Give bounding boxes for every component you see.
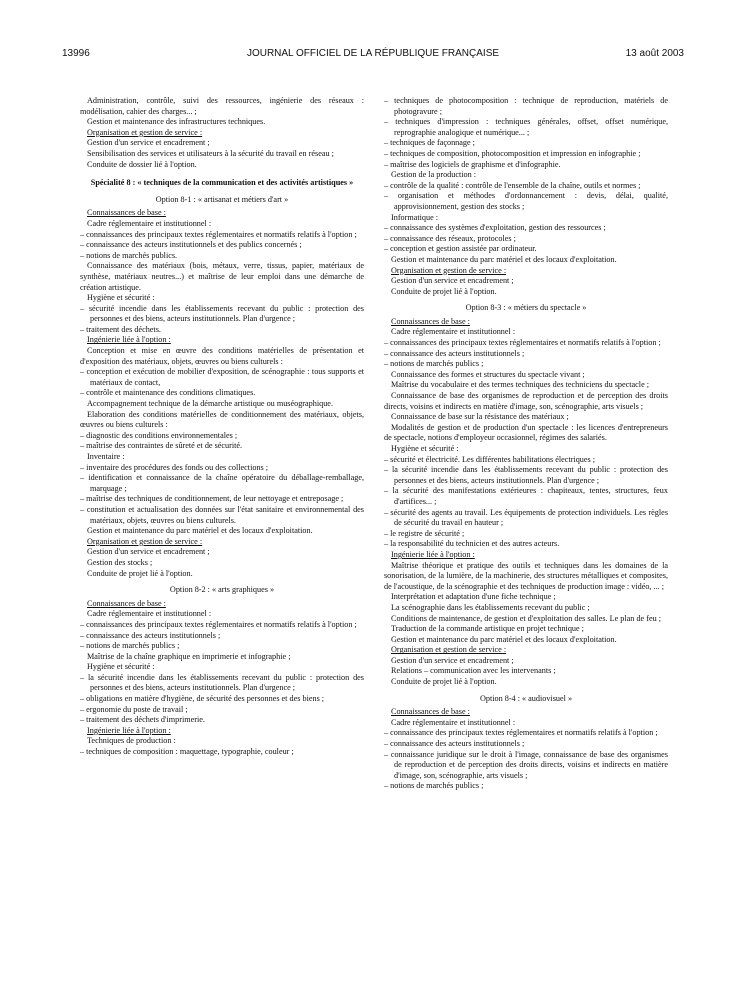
- list-item: – connaissance des réseaux, protocoles ;: [384, 233, 516, 243]
- list-item: – inventaire des procédures des fonds ou des collections ;: [80, 462, 269, 472]
- section-heading: Connaissances de base :: [87, 598, 166, 608]
- paragraph: Gestion et maintenance du parc matériel et des locaux d'exploitation.: [87, 526, 313, 536]
- list-item: – conception et gestion assistée par ordinateur.: [384, 244, 537, 254]
- list-item: – constitution et actualisation des données sur l'état sanitaire et environnemental des matériaux, objets, œuvres ou biens culturels.: [80, 504, 364, 525]
- list-item: – sécurité et électricité. Les différentes habilitations électriques ;: [384, 454, 596, 464]
- list-item: – diagnostic des conditions environnementales ;: [80, 430, 238, 440]
- page-number: 13996: [62, 48, 90, 59]
- paragraph: Cadre réglementaire et institutionnel :: [87, 609, 212, 619]
- list-item: – connaissance des systèmes d'exploitation, gestion des ressources ;: [384, 223, 606, 233]
- paragraph: Gestion et maintenance du parc matériel et des locaux d'exploitation.: [391, 634, 617, 644]
- paragraph: La scénographie dans les établissements recevant du public ;: [391, 602, 590, 612]
- list-item: – connaissances des principaux textes réglementaires et normatifs relatifs à l'option ;: [80, 229, 357, 239]
- option-heading: Option 8-4 : « audiovisuel »: [479, 693, 573, 703]
- paragraph: Hygiène et sécurité :: [87, 662, 155, 672]
- list-item: – maîtrise des logiciels de graphisme et d'infographie.: [384, 159, 561, 169]
- list-item: – techniques de composition : maquettage, typographie, couleur ;: [80, 747, 294, 757]
- section-heading: Connaissances de base :: [391, 707, 470, 717]
- paragraph: Hygiène et sécurité :: [391, 444, 459, 453]
- list-item: – identification et connaissance de la chaîne opératoire du déballage-remballage, marquage ;: [80, 473, 364, 493]
- page-header: [62, 48, 684, 62]
- section-heading: Ingénierie liée à l'option :: [87, 725, 171, 735]
- list-item: – connaissance des acteurs institutionnels ;: [80, 630, 221, 640]
- list-item: – connaissances des principaux textes réglementaires et normatifs relatifs à l'option ;: [80, 619, 357, 629]
- paragraph: Cadre réglementaire et institutionnel :: [391, 327, 516, 337]
- paragraph: Hygiène et sécurité :: [87, 293, 155, 303]
- list-item: – organisation et méthodes d'ordonnancement : devis, délai, qualité, approvisionnement, gestion des stocks ;: [384, 191, 668, 211]
- list-item: – connaissance des principaux textes réglementaires et normatifs relatifs à l'option ;: [384, 728, 658, 738]
- list-item: – la sécurité incendie dans les établissements recevant du public : protection des personnes et des biens, acteurs institutionnels. Plan d'urgence ;: [384, 465, 668, 485]
- section-heading: Organisation et gestion de service :: [391, 645, 507, 655]
- section-heading: Organisation et gestion de service :: [391, 265, 507, 275]
- paragraph: Cadre réglementaire et institutionnel :: [87, 218, 212, 228]
- list-item: – connaissance des acteurs institutionnels et des publics concernés ;: [80, 240, 302, 250]
- paragraph: Inventaire :: [87, 452, 125, 461]
- paragraph: Conduite de projet lié à l'option.: [391, 286, 497, 296]
- paragraph: Maîtrise de la chaîne graphique en imprimerie et infographie ;: [87, 651, 291, 661]
- paragraph: Sensibilisation des services et utilisateurs à la sécurité du travail en réseau ;: [87, 148, 334, 158]
- list-item: – la sécurité des manifestations extérieures : chapiteaux, tentes, structures, feux d'artifices... ;: [384, 486, 668, 506]
- list-item: – notions de marchés publics ;: [384, 781, 484, 791]
- list-item: – connaissance des acteurs institutionnels ;: [384, 739, 525, 749]
- paragraph: Connaissance de base sur la résistance des matériaux ;: [391, 412, 569, 422]
- list-item: – traitement des déchets d'imprimerie.: [80, 715, 205, 725]
- paragraph: Administration, contrôle, suivi des ressources, ingénierie des réseaux : modélisation, cahier des charges... ;: [80, 96, 364, 116]
- list-item: – techniques de photocomposition : technique de reproduction, matériels de photogravure ;: [384, 96, 668, 116]
- list-item: – connaissance juridique sur le droit à l'image, connaissance de base des organismes de reproduction et de perception des droits directs, voisins et indirects en matière d'image, son, scénographie, arts visuels ;: [384, 749, 668, 780]
- list-item: – connaissance des acteurs institutionnels ;: [384, 348, 525, 358]
- paragraph: Conduite de projet lié à l'option.: [391, 677, 497, 687]
- paragraph: Cadre réglementaire et institutionnel :: [391, 717, 516, 727]
- list-item: – ergonomie du poste de travail ;: [80, 704, 188, 714]
- paragraph: Conduite de projet lié à l'option.: [87, 568, 193, 578]
- list-item: – notions de marchés publics.: [80, 250, 178, 260]
- section-heading: Ingénierie liée à l'option :: [391, 549, 475, 559]
- paragraph: Elaboration des conditions matérielles de conditionnement des matériaux, objets, œuvres ou biens culturels :: [80, 409, 364, 430]
- list-item: – connaissances des principaux textes réglementaires et normatifs relatifs à l'option ;: [384, 338, 661, 348]
- list-item: – obligations en matière d'hygiène, de sécurité des personnes et des biens ;: [80, 694, 325, 704]
- paragraph: Modalités de gestion et de production d'un spectacle : les licences d'entrepreneurs de spectacle, notions d'employeur occasionnel, régimes des salariés.: [384, 422, 668, 443]
- list-item: – techniques d'impression : techniques générales, offset, offset numérique, reprographie analogique et numérique... ;: [384, 117, 668, 137]
- list-item: – conception et exécution de mobilier d'exposition, de scénographie : tous supports et matériaux de contact,: [80, 367, 364, 387]
- paragraph: Gestion et maintenance des infrastructures techniques.: [87, 117, 266, 127]
- list-item: – la sécurité incendie dans les établissements recevant du public : protection des personnes et des biens, acteurs institutionnels. Plan d'urgence ;: [80, 672, 364, 693]
- paragraph: Traduction de la commande artistique en projet technique ;: [391, 624, 584, 634]
- journal-title: JOURNAL OFFICIEL DE LA RÉPUBLIQUE FRANÇAISE: [246, 48, 500, 59]
- paragraph: Conditions de maintenance, de gestion et d'exploitation des salles. Le plan de feu ;: [391, 613, 661, 623]
- option-heading: Option 8-2 : « arts graphiques »: [169, 585, 275, 595]
- paragraph: Gestion d'un service et encadrement ;: [87, 138, 210, 148]
- paragraph: Gestion d'un service et encadrement ;: [391, 655, 514, 665]
- paragraph: Maîtrise du vocabulaire et des termes techniques des techniciens du spectacle ;: [391, 380, 650, 390]
- option-heading: Option 8-3 : « métiers du spectacle »: [465, 303, 587, 313]
- option-heading: Option 8-1 : « artisanat et métiers d'art »: [155, 194, 289, 204]
- list-item: – techniques de composition, photocomposition et impression en infographie ;: [384, 148, 641, 158]
- section-heading: Organisation et gestion de service :: [87, 536, 203, 546]
- paragraph: Connaissance des matériaux (bois, métaux, verre, tissus, papier, matériaux de synthèse, matériaux neutres...) et maîtrise de leur emploi dans une démarche de création artistique.: [80, 261, 364, 292]
- list-item: – sécurité incendie dans les établissements recevant du public : protection des personnes et des biens, acteurs institutionnels. Plan d'urgence ;: [80, 303, 364, 324]
- paragraph: Relations – communication avec les intervenants ;: [391, 666, 556, 676]
- list-item: – sécurité des agents au travail. Les équipements de protection individuels. Les règles de sécurité du travail en hauteur ;: [384, 507, 668, 528]
- list-item: – notions de marchés publics ;: [80, 641, 180, 651]
- paragraph: Connaissance des formes et structures du spectacle vivant ;: [391, 369, 585, 379]
- paragraph: Informatique :: [391, 212, 439, 222]
- list-item: – traitement des déchets.: [80, 324, 161, 334]
- section-heading: Ingénierie liée à l'option :: [87, 335, 171, 345]
- list-item: – le registre de sécurité ;: [384, 528, 465, 538]
- paragraph: Techniques de production :: [87, 736, 176, 746]
- paragraph: Gestion de la production :: [391, 170, 477, 180]
- specialty-heading: Spécialité 8 : « techniques de la communication et des activités artistiques »: [90, 178, 354, 188]
- list-item: – notions de marchés publics ;: [384, 359, 484, 369]
- list-item: – maîtrise des techniques de conditionnement, de leur nettoyage et entreposage ;: [80, 494, 344, 504]
- paragraph: Accompagnement technique de la démarche artistique ou muséographique.: [87, 399, 333, 409]
- section-heading: Organisation et gestion de service :: [87, 127, 203, 137]
- left-column: [80, 96, 364, 758]
- paragraph: Conception et mise en œuvre des conditions matérielles de présentation et d'exposition des matériaux, objets, œuvres ou biens culturels :: [80, 346, 364, 366]
- paragraph: Gestion d'un service et encadrement ;: [391, 276, 514, 286]
- list-item: – contrôle de la qualité : contrôle de l'ensemble de la chaîne, outils et normes ;: [384, 180, 641, 190]
- paragraph: Connaissance de base des organismes de reproduction et de perception des droits directs, voisins et indirects en matière d'image, son, scénographie, arts visuels ;: [384, 391, 668, 411]
- paragraph: Maîtrise théorique et pratique des outils et techniques dans les domaines de la sonorisation, de la lumière, de la machinerie, des structures métalliques et composites, de l'acoustique, de la scénographie et des techniques de production image : vidéo, ... ;: [384, 560, 668, 591]
- right-column: [384, 96, 668, 792]
- paragraph: Gestion des stocks ;: [87, 557, 153, 567]
- list-item: – techniques de façonnage ;: [384, 138, 475, 148]
- list-item: – maîtrise des contraintes de sûreté et de sécurité.: [80, 441, 243, 451]
- paragraph: Conduite de dossier lié à l'option.: [87, 159, 197, 169]
- section-heading: Connaissances de base :: [391, 316, 470, 326]
- section-heading: Connaissances de base :: [87, 208, 166, 218]
- list-item: – contrôle et maintenance des conditions climatiques.: [80, 388, 256, 398]
- issue-date: 13 août 2003: [625, 48, 684, 59]
- list-item: – la responsabilité du technicien et des autres acteurs.: [384, 539, 560, 549]
- paragraph: Gestion et maintenance du parc matériel et des locaux d'exploitation.: [391, 254, 617, 264]
- paragraph: Interprétation et adaptation d'une fiche technique ;: [391, 592, 556, 602]
- paragraph: Gestion d'un service et encadrement ;: [87, 547, 210, 557]
